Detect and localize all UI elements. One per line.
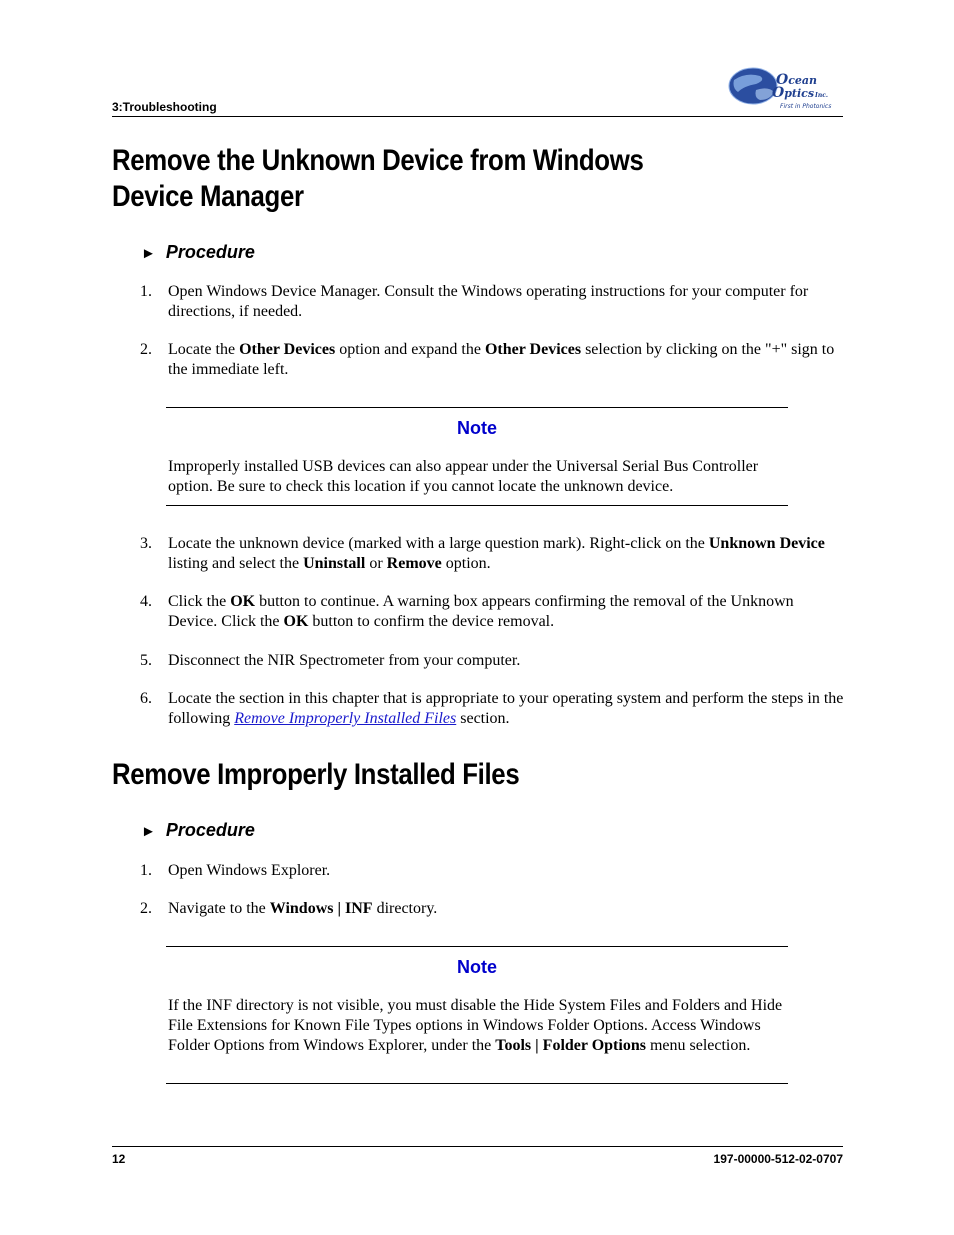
- step-number: 5.: [140, 652, 152, 669]
- text-run: Locate the unknown device (marked with a large question mark). Right-click on the: [168, 535, 709, 552]
- list-item: [112, 282, 844, 322]
- document-number: 197-00000-512-02-0707: [713, 1152, 843, 1166]
- note-top-rule: [166, 946, 788, 947]
- ocean-optics-logo: [726, 64, 844, 114]
- step-text: [168, 899, 844, 919]
- note-title: Note: [457, 418, 497, 438]
- step-number: 6.: [140, 690, 152, 707]
- note-text: [168, 996, 790, 1056]
- list-item: [112, 340, 844, 380]
- text-run: button to confirm the device removal.: [308, 613, 555, 630]
- procedure-heading: [141, 242, 255, 263]
- bold-term: Other Devices: [239, 341, 336, 358]
- list-item: [112, 651, 844, 671]
- bold-term: Tools | Folder Options: [495, 1037, 646, 1054]
- text-run: option and expand the: [335, 341, 485, 358]
- note-title: Note: [457, 957, 497, 977]
- text-run: Locate the: [168, 341, 240, 358]
- note-bottom-rule: [166, 1083, 788, 1084]
- logo-line2: [772, 85, 828, 101]
- globe-logo-icon: [726, 64, 844, 114]
- step-text: [168, 651, 844, 671]
- step-text: [168, 861, 844, 881]
- list-item: [112, 689, 844, 729]
- step-number: 2.: [140, 900, 152, 917]
- text-run: menu selection.: [645, 1037, 751, 1054]
- procedure-arrow-icon: ►: [141, 823, 156, 840]
- note-top-rule: [166, 407, 788, 408]
- bold-term: Other Devices: [484, 341, 582, 358]
- list-item: [112, 899, 844, 919]
- bold-term: OK: [230, 593, 256, 610]
- text-run: listing and select the: [168, 555, 304, 572]
- logo-initial: O: [776, 72, 789, 88]
- procedure-label: Procedure: [165, 820, 255, 840]
- step-text: [168, 340, 844, 380]
- text-run: directory.: [372, 900, 438, 917]
- text-run: or: [365, 555, 387, 572]
- text-run: button to continue. A warning box appears confirming the removal of the Unknown Device. Click the: [168, 593, 794, 630]
- header-rule: [112, 116, 843, 117]
- page-number: 12: [112, 1152, 126, 1166]
- text-run: selection by clicking on the "+" sign to the immediate left.: [168, 341, 835, 378]
- footer-rule: [112, 1146, 843, 1147]
- note-text: Improperly installed USB devices can also appear under the Universal Serial Bus Controller option. Be sure to check this location if you cannot locate the unknown device.: [168, 458, 759, 495]
- text-run: Open Windows Device Manager. Consult the Windows operating instructions for your computer for directions, if needed.: [168, 283, 809, 320]
- section-heading: Remove Improperly Installed Files: [112, 758, 520, 791]
- section-heading: Remove the Unknown Device from Windows Device Manager: [112, 144, 644, 213]
- procedure-heading: [141, 820, 255, 841]
- list-item: [112, 861, 844, 881]
- logo-word: ptics: [784, 87, 815, 100]
- text-run: Click the: [168, 593, 231, 610]
- text-run: Open Windows Explorer.: [168, 862, 331, 879]
- list-item: [112, 592, 844, 632]
- cross-reference-link[interactable]: Remove Improperly Installed Files: [234, 710, 457, 727]
- step-number: 4.: [140, 593, 152, 610]
- step-text: [168, 592, 844, 632]
- logo-word: cean: [788, 74, 818, 87]
- bold-term: OK: [283, 613, 309, 630]
- logo-tagline: First in Photonics: [780, 103, 832, 110]
- list-item: [112, 534, 844, 574]
- note-bottom-rule: [166, 505, 788, 506]
- step-text: [168, 689, 844, 729]
- step-number: 3.: [140, 535, 152, 552]
- logo-suffix: Inc.: [815, 92, 828, 99]
- text-run: option.: [441, 555, 491, 572]
- text-run: If the INF directory is not visible, you must disable the Hide System Files and Folders and Hide File Extensions for Known File Types options in Windows Folder Options. Access Windows Folder Options from Windows Explorer, under the: [168, 997, 783, 1054]
- text-run: Locate the section in this chapter that is appropriate to your operating system and perform the steps in the following: [168, 690, 844, 727]
- text-run: Disconnect the NIR Spectrometer from your computer.: [168, 652, 521, 669]
- chapter-label: 3:Troubleshooting: [112, 100, 217, 114]
- step-number: 2.: [140, 341, 152, 358]
- text-run: Navigate to the: [168, 900, 270, 917]
- logo-initial: O: [772, 85, 785, 101]
- bold-term: Uninstall: [303, 555, 366, 572]
- step-number: 1.: [140, 283, 152, 300]
- procedure-arrow-icon: ►: [141, 245, 156, 262]
- procedure-label: Procedure: [165, 242, 255, 262]
- bold-term: Windows | INF: [269, 900, 373, 917]
- text-run: section.: [456, 710, 510, 727]
- step-number: 1.: [140, 862, 152, 879]
- bold-term: Remove: [386, 555, 442, 572]
- step-text: [168, 534, 844, 574]
- step-text: [168, 282, 844, 322]
- bold-term: Unknown Device: [708, 535, 825, 552]
